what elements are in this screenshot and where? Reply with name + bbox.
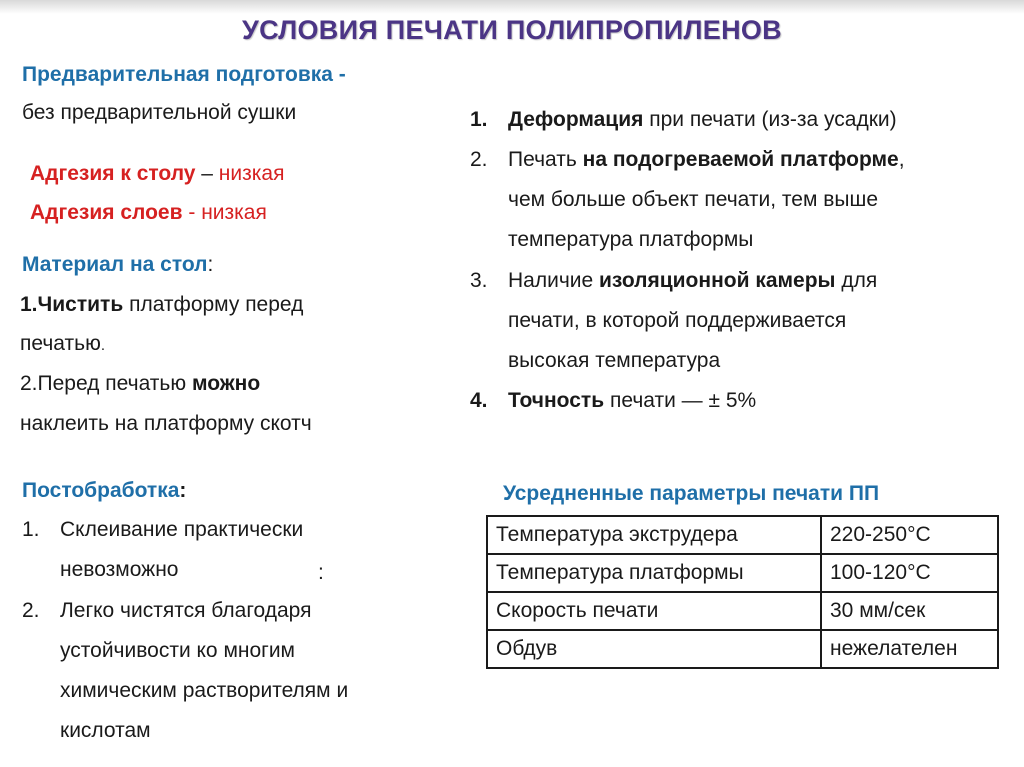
param-name: Температура экструдера [487, 516, 821, 554]
prep-text: без предварительной сушки [22, 101, 297, 124]
params-table [486, 515, 999, 669]
post-item-1-cont: невозможно [60, 558, 179, 581]
slide-title: УСЛОВИЯ ПЕЧАТИ ПОЛИПРОПИЛЕНОВ [242, 15, 782, 45]
param-value: 100-120°C [821, 554, 998, 592]
post-heading: Постобработка: [22, 479, 187, 502]
adhesion-layers: Адгезия слоев - низкая [30, 201, 267, 224]
right-item-3: 3. Наличие изоляционной камеры для [470, 269, 878, 292]
table-title: Усредненные параметры печати ПП [503, 482, 880, 505]
post-item-2-cont-3: кислотам [60, 719, 151, 742]
right-item-1: 1. Деформация при печати (из-за усадки) [470, 108, 897, 131]
right-item-2-cont-1: чем больше объект печати, тем выше [508, 188, 879, 211]
right-item-3-cont-2: высокая температура [508, 349, 721, 372]
param-name: Скорость печати [487, 592, 821, 630]
table-row [487, 630, 998, 668]
param-value: нежелателен [821, 630, 998, 668]
table-row [487, 592, 998, 630]
param-name: Обдув [487, 630, 821, 668]
right-item-4: 4. Точность печати — ± 5% [470, 389, 757, 412]
right-item-2: 2. Печать на подогреваемой платформе, [470, 148, 905, 171]
param-value: 30 мм/сек [821, 592, 998, 630]
post-item-2-cont-2: химическим растворителям и [60, 679, 349, 702]
table-row [487, 516, 998, 554]
top-shadow [0, 0, 1024, 14]
table-row [487, 554, 998, 592]
adhesion-table: Адгезия к столу – низкая [30, 162, 285, 185]
post-item-2-cont-1: устойчивости ко многим [60, 639, 295, 662]
material-item-2-cont: наклеить на платформу скотч [20, 412, 312, 435]
post-item-2: 2. Легко чистятся благодаря [22, 599, 312, 622]
prep-heading: Предварительная подготовка - [22, 63, 346, 86]
material-item-1-cont: печатью. [20, 332, 105, 355]
right-item-2-cont-2: температура платформы [508, 228, 754, 251]
material-item-2: 2.Перед печатью можно [20, 372, 261, 395]
param-name: Температура платформы [487, 554, 821, 592]
material-heading: Материал на стол: [22, 253, 214, 276]
post-item-1: 1. Склеивание практически [22, 518, 304, 541]
right-item-3-cont-1: печати, в которой поддерживается [508, 309, 847, 332]
param-value: 220-250°C [821, 516, 998, 554]
material-item-1: 1.Чистить платформу перед [20, 293, 304, 316]
post-item-1-colon: : [318, 561, 324, 584]
